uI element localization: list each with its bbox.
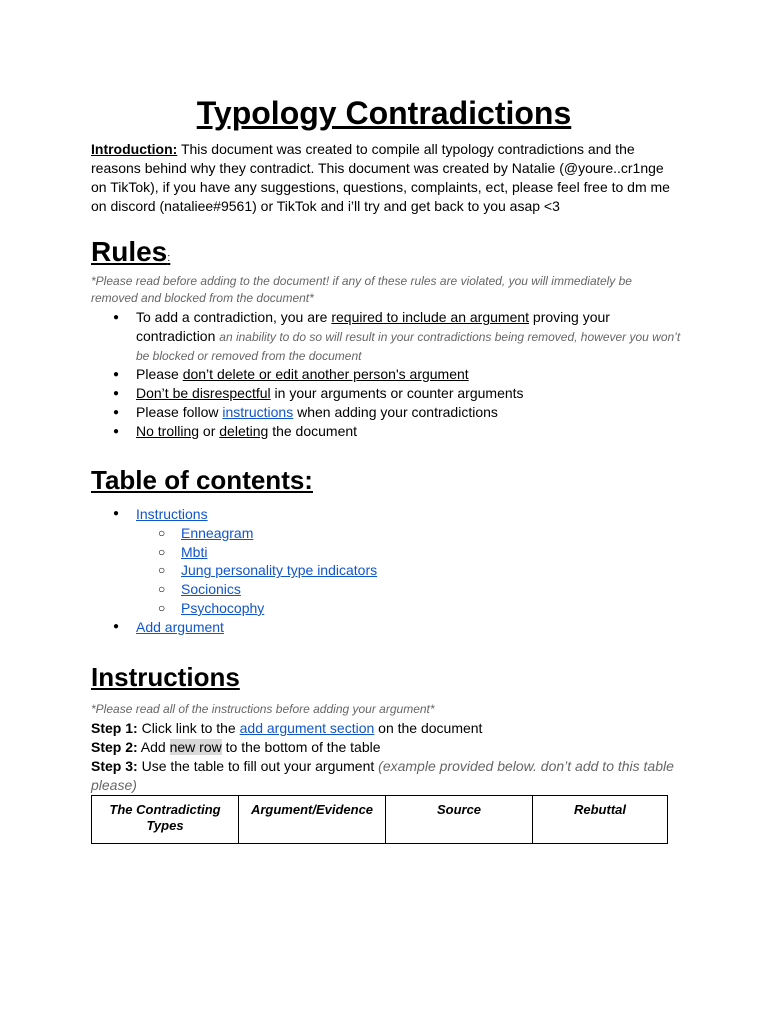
toc-item-jung bbox=[91, 561, 377, 580]
toc-item-add-argument bbox=[91, 618, 377, 637]
rule-3-text: in your arguments or counter arguments bbox=[270, 385, 524, 401]
toc-item-instructions bbox=[91, 505, 377, 524]
document-title: Typology Contradictions bbox=[196, 95, 572, 131]
step-1-text: Click link to the bbox=[137, 720, 240, 736]
rule-5-underlined-2: deleting bbox=[219, 423, 269, 439]
step-2-highlight: new row bbox=[169, 739, 222, 755]
step-1 bbox=[91, 719, 681, 738]
toc-item-mbti bbox=[91, 543, 377, 562]
rule-2-text: Please bbox=[136, 366, 183, 382]
add-argument-section-link[interactable]: add argument section bbox=[239, 720, 375, 736]
table-header-cell: Source bbox=[386, 796, 533, 844]
rule-item-2 bbox=[91, 365, 681, 384]
toc-item-enneagram bbox=[91, 524, 377, 543]
toc-link-mbti[interactable]: Mbti bbox=[181, 543, 208, 560]
table-header-cell: Argument/Evidence bbox=[239, 796, 386, 844]
step-2-text: Add bbox=[137, 739, 170, 755]
step-3-note: (example provided below. don’t add to this table please) bbox=[91, 758, 674, 793]
table-header-row bbox=[92, 796, 668, 844]
step-3-text: Use the table to fill out your argument bbox=[137, 758, 379, 774]
rule-2-underlined: don’t delete or edit another person's argument bbox=[182, 366, 469, 382]
step-3-label: Step 3: bbox=[91, 758, 138, 774]
rule-1-underlined: required to include an argument bbox=[331, 309, 530, 325]
rule-3-underlined: Don’t be disrespectful bbox=[136, 385, 271, 401]
rule-item-4 bbox=[91, 403, 681, 422]
step-2 bbox=[91, 738, 681, 757]
introduction-label: Introduction: bbox=[91, 141, 178, 157]
toc-link-enneagram[interactable]: Enneagram bbox=[181, 524, 254, 541]
rules-heading-text: Rules bbox=[91, 236, 168, 267]
instructions-heading: Instructions bbox=[91, 662, 240, 692]
rule-item-3 bbox=[91, 384, 681, 403]
instructions-link[interactable]: instructions bbox=[222, 404, 294, 420]
rules-heading bbox=[91, 235, 170, 275]
rule-5-text: the document bbox=[268, 423, 358, 439]
toc-link-jung[interactable]: Jung personality type indicators bbox=[181, 562, 378, 579]
rules-list bbox=[91, 308, 681, 441]
toc-link-instructions[interactable]: Instructions bbox=[136, 506, 208, 522]
rules-note: *Please read before adding to the document! if any of these rules are violated, you will immediately be removed and blocked from the document* bbox=[91, 274, 632, 305]
toc-link-psychocophy[interactable]: Psychocophy bbox=[181, 599, 265, 616]
introduction-paragraph bbox=[91, 140, 681, 216]
rule-4-text: Please follow bbox=[136, 404, 223, 420]
step-2-text-cont: to the bottom of the table bbox=[221, 739, 381, 755]
table-header-cell: The Contradicting Types bbox=[92, 796, 239, 844]
argument-table bbox=[91, 795, 668, 844]
rule-1-note: an inability to do so will result in your contradictions being removed, however you won’t be blocked or removed from the document bbox=[136, 330, 681, 363]
toc-heading: Table of contents: bbox=[91, 465, 313, 495]
toc-item-psychocophy bbox=[91, 599, 377, 618]
toc-item-socionics bbox=[91, 580, 377, 599]
introduction-text: This document was created to compile all typology contradictions and the reasons behind why they contradict. This document was created by Natalie (@youre..cr1nge on TikTok), if you have any suggestions, questions, complaints, ect, please feel free to dm me on discord (nataliee#9561) or TikTok and i’ll try and get back to you asap <3 bbox=[91, 141, 670, 214]
table-header-cell: Rebuttal bbox=[533, 796, 668, 844]
step-1-label: Step 1: bbox=[91, 720, 138, 736]
rule-5-underlined-1: No trolling bbox=[136, 423, 200, 439]
step-2-label: Step 2: bbox=[91, 739, 138, 755]
rule-4-text-cont: when adding your contradictions bbox=[293, 404, 498, 420]
rule-1-text-cont: proving your contradiction bbox=[136, 309, 610, 344]
step-3 bbox=[91, 757, 681, 795]
toc-list bbox=[91, 505, 377, 637]
instructions-note: *Please read all of the instructions before adding your argument* bbox=[91, 702, 435, 716]
toc-link-socionics[interactable]: Socionics bbox=[181, 581, 241, 598]
rule-item-5 bbox=[91, 422, 681, 441]
instructions-steps bbox=[91, 719, 681, 795]
toc-link-add-argument[interactable]: Add argument bbox=[136, 618, 224, 635]
rules-heading-colon: : bbox=[167, 252, 171, 264]
rule-5-mid: or bbox=[199, 423, 220, 439]
step-1-text-cont: on the document bbox=[374, 720, 483, 736]
rule-item-1 bbox=[91, 308, 681, 365]
rule-1-text: To add a contradiction, you are bbox=[136, 309, 332, 325]
